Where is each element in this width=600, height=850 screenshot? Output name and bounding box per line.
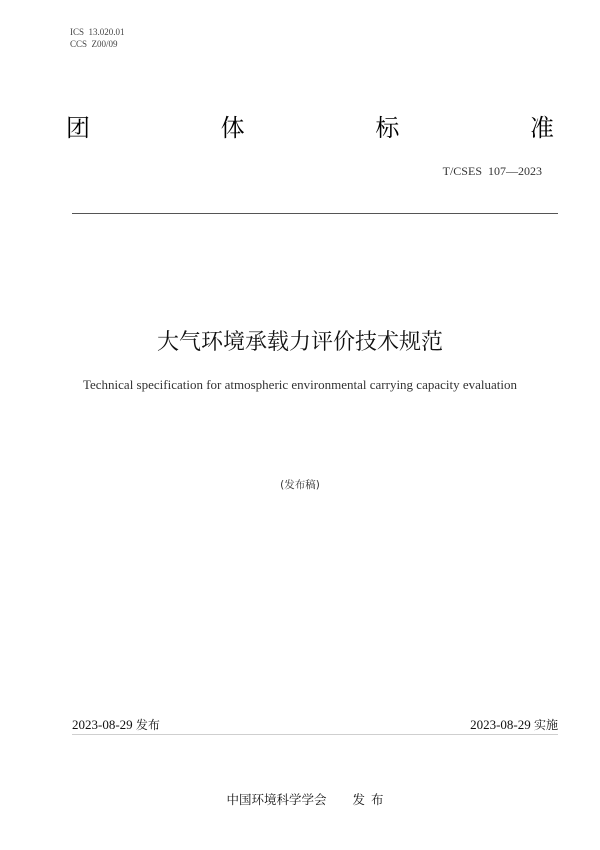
issuer-line xyxy=(0,775,600,823)
publish-date xyxy=(72,716,160,733)
standard-type-char: 体 xyxy=(220,114,245,142)
issuer-organization: 中国环境科学学会 xyxy=(226,792,327,807)
implement-date-value: 2023-08-29 xyxy=(470,717,531,732)
standard-number: T/CSES 107—2023 xyxy=(442,164,542,178)
header-divider xyxy=(72,213,558,214)
draft-status: (发布稿) xyxy=(280,479,320,491)
standard-type-heading xyxy=(66,112,554,144)
document-title-chinese: 大气环境承载力评价技术规范 xyxy=(156,330,443,355)
standard-type-char: 团 xyxy=(66,114,90,142)
issuer-verb: 发布 xyxy=(352,792,390,807)
ics-code: ICS 13.020.01 xyxy=(70,27,125,37)
implement-label: 实施 xyxy=(533,718,558,732)
document-title-english: Technical specification for atmospheric environmental carrying capacity evaluation xyxy=(82,377,518,392)
ccs-code: CCS Z00/09 xyxy=(70,39,118,49)
classification-codes xyxy=(70,26,125,50)
standard-type-char: 标 xyxy=(375,114,400,142)
implement-date xyxy=(470,716,558,733)
publish-label: 发布 xyxy=(135,718,160,732)
publish-date-value: 2023-08-29 xyxy=(72,717,133,732)
standard-type-char: 准 xyxy=(529,114,554,142)
footer-divider xyxy=(72,734,558,735)
